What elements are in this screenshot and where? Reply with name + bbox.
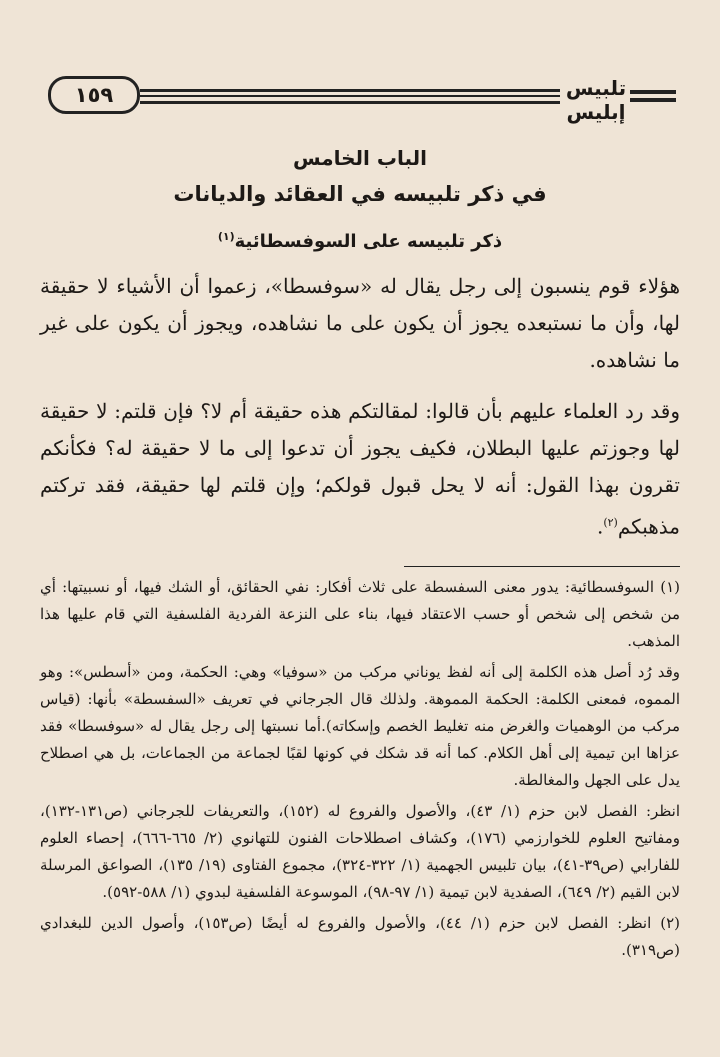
footnote: (١) السوفسطائية: يدور معنى السفسطة على ثلاث أفكار: نفي الحقائق، أو الشك فيها، أو نسبيتها: أي من شخص إلى شخص أو حسب الاعتقاد فيها، بناء على النزعة الفردية الفلسفية التي قام عليها هذا المذهب.	[40, 578, 680, 650]
header-rule	[630, 98, 676, 102]
header-rule	[630, 90, 676, 94]
section-heading	[40, 230, 680, 252]
header-rule	[140, 95, 560, 97]
footnote-ref: (١)	[217, 230, 235, 243]
topic-heading: في ذكر تلبيسه في العقائد والديانات	[173, 182, 547, 206]
section-heading-text: ذكر تلبيسه على السوفسطائية	[234, 231, 503, 252]
paragraph-end: .	[596, 514, 604, 539]
main-text	[40, 268, 680, 560]
paragraph: هؤلاء قوم ينسبون إلى رجل يقال له «سوفسطا»، زعموا أن الأشياء لا حقيقة لها، وأن ما نستبعده يجوز أن يكون على ما نشاهده، ويجوز أن يكون على غير ما نشاهده.	[40, 274, 680, 372]
header-rule	[140, 101, 560, 104]
paragraph	[40, 393, 680, 546]
chapter-heading: الباب الخامس	[292, 146, 428, 170]
footnote: انظر: الفصل لابن حزم (١/ ٤٣)، والأصول والفروع له (١٥٢)، والتعريفات للجرجاني (ص١٣١-١٣٢)، ومفاتيح العلوم للخوارزمي (١٧٦)، وكشاف اصطلاحات الفنون للتهانوي (٢/ ٦٦٥-٦٦٦)، إحصاء العلوم للفارابي (ص٣٩-٤١)، بيان تلبيس الجهمية (١/ ٣٢٢-٣٢٤)، مجموع الفتاوى (١٩/ ١٣٥)، الصواعق المرسلة لابن القيم (٢/ ٦٤٩)، الصفدية لابن تيمية (١/ ٩٧-٩٨)، الموسوعة الفلسفية لبدوي (١/ ٥٨٨-٥٩٢).	[40, 802, 680, 901]
footnotes	[40, 574, 680, 968]
footnote-separator	[404, 566, 680, 567]
header-rule	[140, 89, 560, 92]
footnote-ref: (٢)	[603, 516, 618, 529]
paragraph-text: وقد رد العلماء عليهم بأن قالوا: لمقالتكم هذه حقيقة أم لا؟ فإن قلتم: لا حقيقة لها وجوزتم عليها البطلان، فكيف يجوز أن تدعوا إلى ما لا حقيقة له؟ فكأنكم تقرون بهذا القول: أنه لا يحل قبول قولكم؛ وإن قلتم لها حقيقة، فقد تركتم مذهبكم	[40, 399, 680, 539]
footnote: (٢) انظر: الفصل لابن حزم (١/ ٤٤)، والأصول والفروع له أيضًا (ص١٥٣)، وأصول الدين للبغدادي (ص٣١٩).	[40, 914, 680, 959]
running-title: تلبيس إبليس	[565, 76, 627, 124]
page-header	[40, 74, 680, 124]
footnote: وقد رُد أصل هذه الكلمة إلى أنه لفظ يوناني مركب من «سوفيا» وهي: الحكمة، ومن «أسطس»: وهو المموه، فمعنى الكلمة: الحكمة المموهة. ولذلك قال الجرجاني في تعريف «السفسطة» بأنها: (قياس مركب من الوهميات والغرض منه تغليط الخصم وإسكاته).أما نسبتها إلى رجل يقال له «سوفسطا» فقد عزاها ابن تيمية إلى أهل الكلام. كما أنه قد شكك في كونها لقبًا لجماعة من الجماعات، بل هي اصطلاح يدل على الجهل والمغالطة.	[40, 663, 680, 789]
page-number: ١٥٩	[48, 76, 140, 114]
